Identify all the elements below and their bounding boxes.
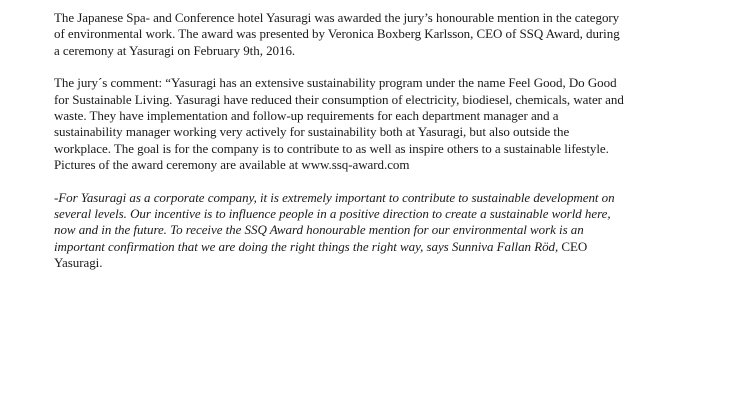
intro-paragraph: The Japanese Spa- and Conference hotel Yasuragi was awarded the jury’s honourable mention in the category of environmental work. The award was presented by Veronica Boxberg Karlsson, CEO of SSQ Award, during a ceremony at Yasuragi on February 9th, 2016. [54,10,620,58]
document-body [54,10,624,288]
ceo-quote-suffix: CEO Yasuragi. [54,238,588,271]
jury-comment-paragraph: The jury´s comment: “Yasuragi has an extensive sustainability program under the name Feel Good, Do Good for Sustainable Living. Yasuragi have reduced their consumption of electricity, biodiesel, chemicals, water and waste. They have implementation and follow-up requirements for each department manager and a sustainability manager working very actively for sustainability both at Yasuragi, but also outside the workplace. The goal is for the company is to contribute to as well as inspire others to a sustainable lifestyle. Pictures of the award ceremony are available at www.ssq-award.com [54,75,624,173]
ceo-quote-italic: -For Yasuragi as a corporate company, it is extremely important to contribute to sustainable development on several levels. Our incentive is to influence people in a positive direction to create a sustainable world here, now and in the future. To receive the SSQ Award honourable mention for our environmental work is an important confirmation that we are doing the right things the right way, says Sunniva Fallan Röd, [54,189,615,254]
ceo-quote-paragraph [54,190,624,272]
